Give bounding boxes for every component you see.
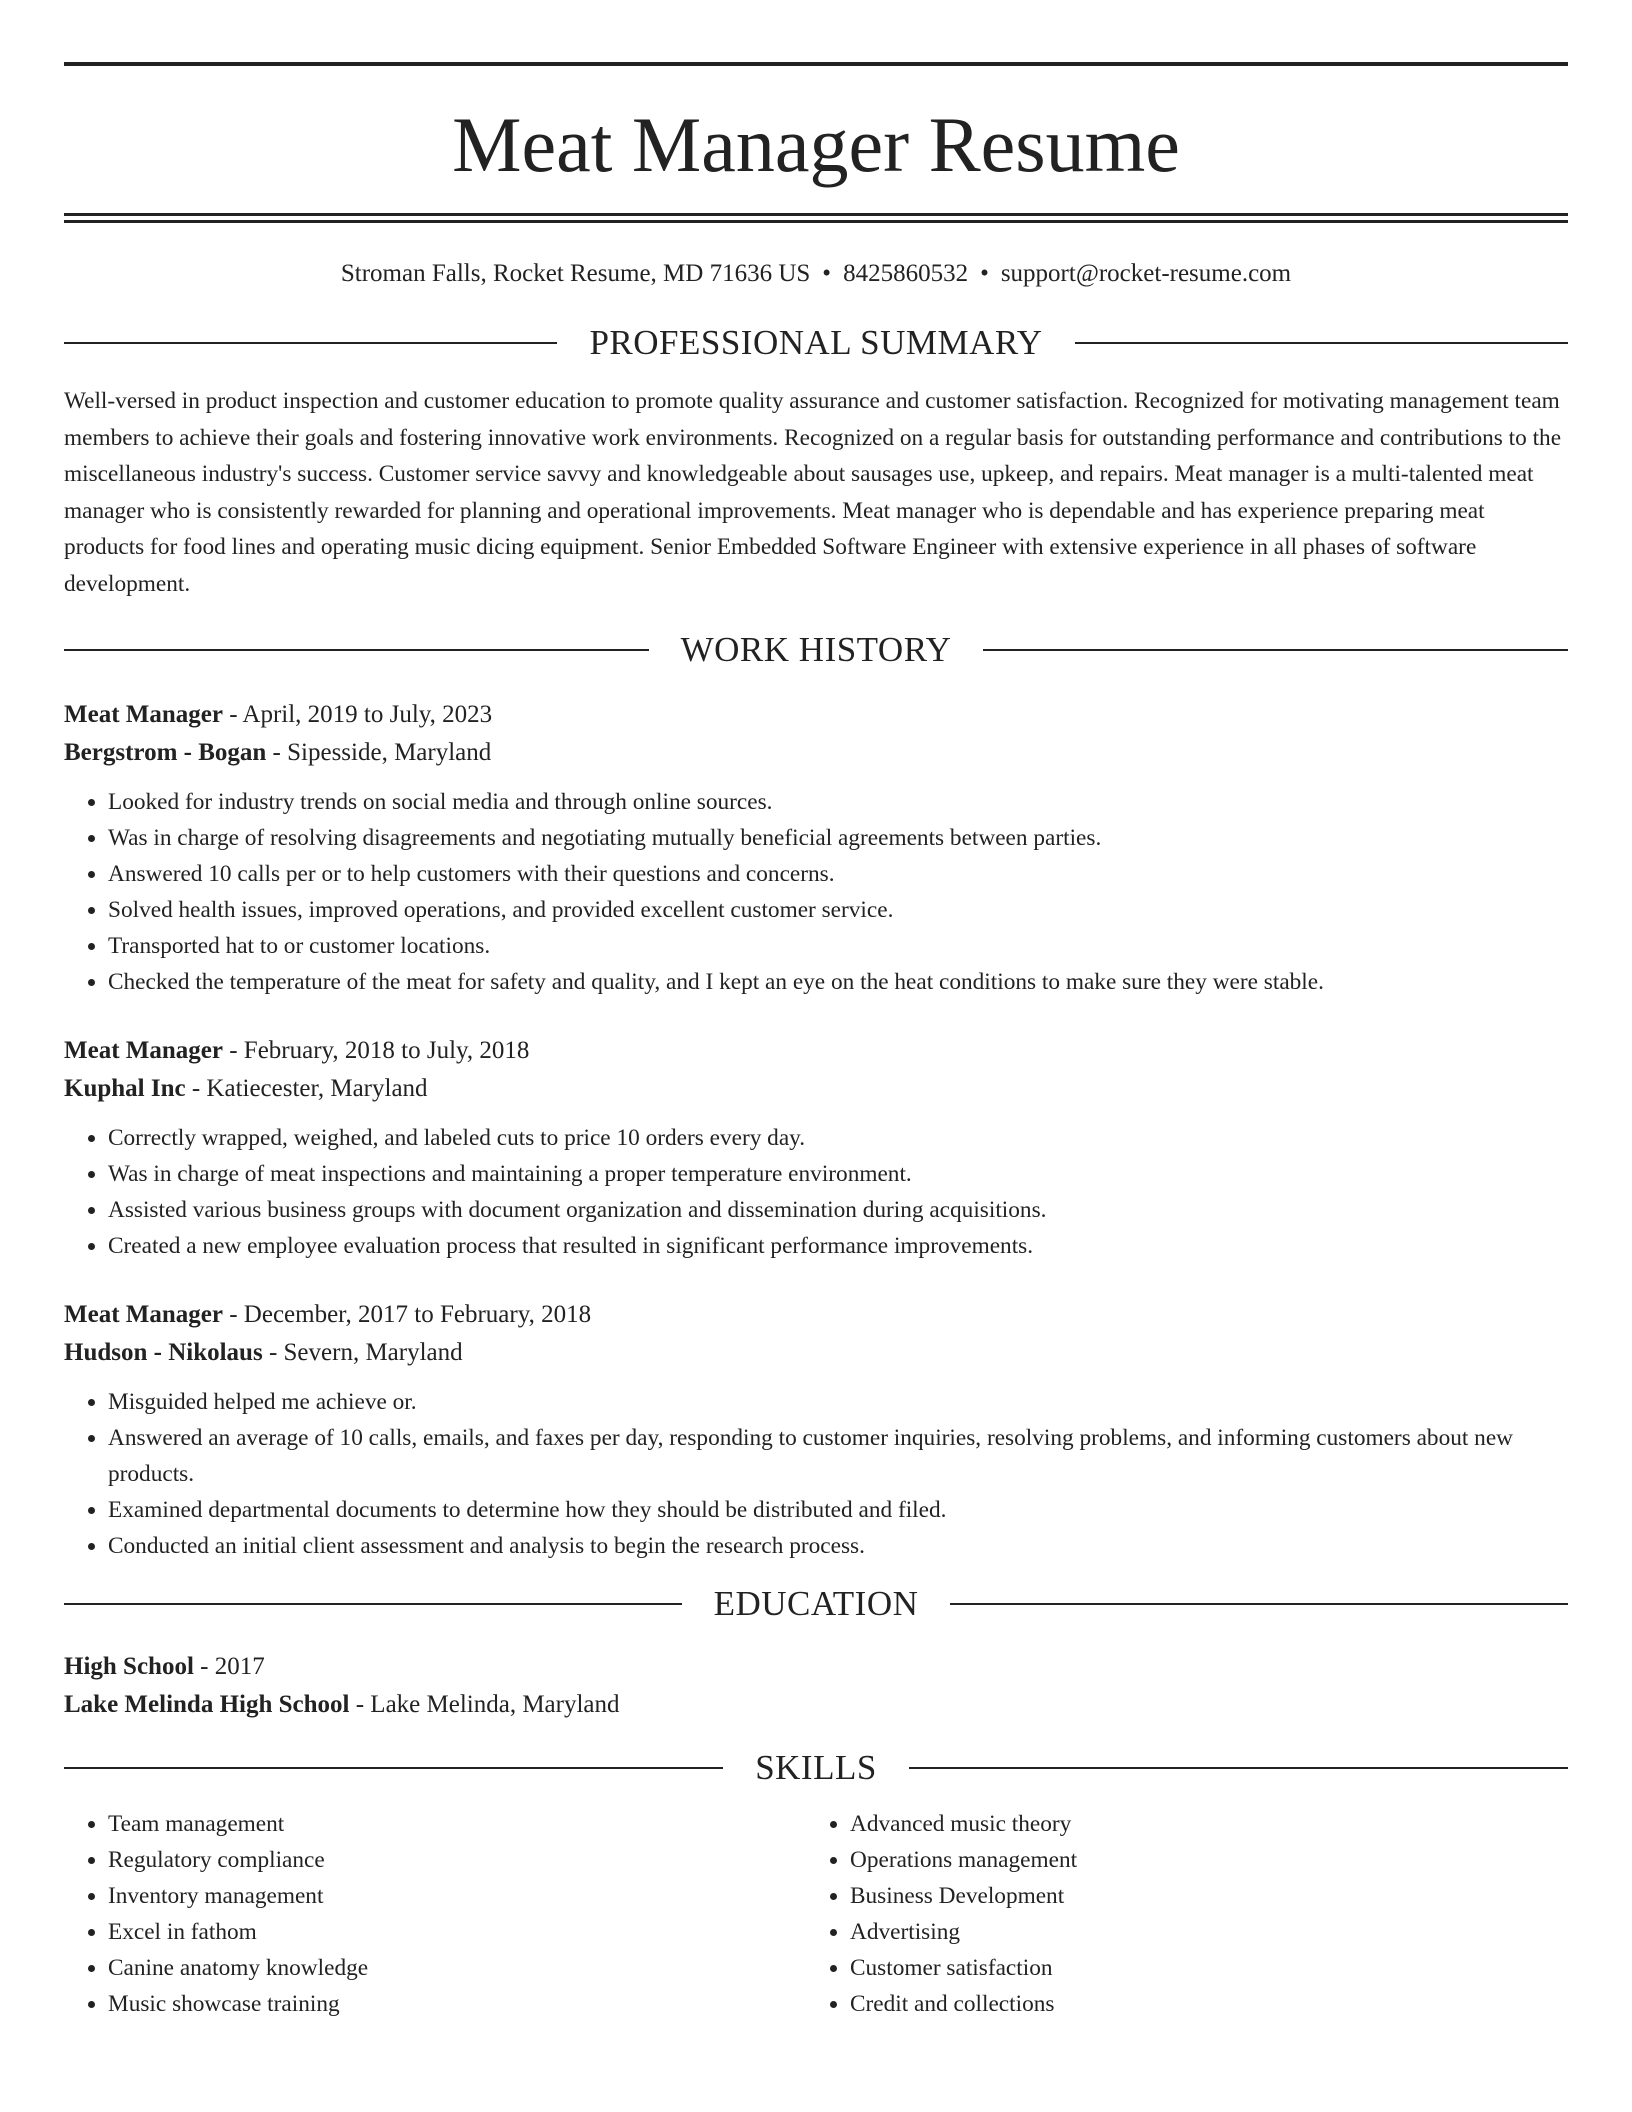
education-school: Lake Melinda High School — [64, 1691, 350, 1718]
contact-line — [64, 259, 1568, 289]
job-dates: - February, 2018 to July, 2018 — [222, 1037, 530, 1064]
job-company-line — [64, 1334, 1568, 1372]
list-item: • Looked for industry trends on social media and through online sources. — [108, 784, 1568, 820]
education-year: - 2017 — [193, 1653, 265, 1680]
job-title: Meat Manager — [64, 1301, 223, 1328]
skill-item: • Canine anatomy knowledge — [108, 1950, 806, 1986]
job-company: Bergstrom - Bogan — [64, 739, 267, 766]
contact-email[interactable]: support@rocket-resume.com — [1000, 260, 1292, 287]
job-location: - Sipesside, Maryland — [266, 739, 492, 766]
list-item: • Checked the temperature of the meat for safety and quality, and I kept an eye on the heat conditions to make sure they were stable. — [108, 964, 1568, 1000]
list-item: • Correctly wrapped, weighed, and labeled cuts to price 10 orders every day. — [108, 1120, 1568, 1156]
skill-item: • Operations management — [850, 1842, 1548, 1878]
section-heading-skills — [64, 1748, 1568, 1788]
job-dates: - April, 2019 to July, 2023 — [222, 701, 493, 728]
job-title: Meat Manager — [64, 701, 223, 728]
job-title-line — [64, 1296, 1568, 1334]
divider-line — [64, 1767, 723, 1769]
skill-item: • Credit and collections — [850, 1986, 1548, 2022]
top-rule — [64, 62, 1568, 66]
list-item: • Was in charge of resolving disagreements and negotiating mutually beneficial agreements between parties. — [108, 820, 1568, 856]
separator-dot: • — [980, 260, 989, 287]
section-heading-work — [64, 630, 1568, 670]
separator-dot: • — [822, 260, 832, 287]
list-item: • Solved health issues, improved operations, and provided excellent customer service. — [108, 892, 1568, 928]
education-school-line — [64, 1686, 1568, 1724]
education-entry — [64, 1648, 1568, 1724]
skills-list-left — [64, 1806, 806, 2022]
job-entry — [64, 1032, 1568, 1264]
list-item: • Answered an average of 10 calls, emails, and faxes per day, responding to customer inquiries, resolving problems, and informing customers about new products. — [108, 1420, 1568, 1492]
job-entry — [64, 1296, 1568, 1564]
job-location: - Katiecester, Maryland — [185, 1075, 428, 1102]
divider-line — [64, 342, 557, 344]
job-location: - Severn, Maryland — [262, 1339, 463, 1366]
job-bullets — [64, 1384, 1568, 1564]
resume-title: Meat Manager Resume — [452, 101, 1180, 188]
divider-line — [909, 1767, 1568, 1769]
job-company-line — [64, 1070, 1568, 1108]
job-title: Meat Manager — [64, 1037, 223, 1064]
divider-line — [950, 1603, 1568, 1605]
contact-phone[interactable]: 8425860532 — [843, 260, 969, 287]
skills-columns — [64, 1806, 1568, 2022]
education-degree: High School — [64, 1653, 194, 1680]
list-item: • Assisted various business groups with document organization and dissemination during acquisitions. — [108, 1192, 1568, 1228]
job-company-line — [64, 734, 1568, 772]
list-item: • Conducted an initial client assessment and analysis to begin the research process. — [108, 1528, 1568, 1564]
skill-item: • Music showcase training — [108, 1986, 806, 2022]
skills-list-right — [806, 1806, 1548, 2022]
list-item: • Misguided helped me achieve or. — [108, 1384, 1568, 1420]
job-company: Kuphal Inc — [64, 1075, 186, 1102]
job-entry — [64, 696, 1568, 1000]
skill-item: • Regulatory compliance — [108, 1842, 806, 1878]
section-heading-education — [64, 1584, 1568, 1624]
job-title-line — [64, 696, 1568, 734]
job-company: Hudson - Nikolaus — [64, 1339, 263, 1366]
education-degree-line — [64, 1648, 1568, 1686]
job-dates: - December, 2017 to February, 2018 — [222, 1301, 592, 1328]
double-rule — [64, 213, 1568, 223]
skill-item: • Team management — [108, 1806, 806, 1842]
list-item: • Was in charge of meat inspections and maintaining a proper temperature environment. — [108, 1156, 1568, 1192]
divider-line — [1075, 342, 1568, 344]
skill-item: • Inventory management — [108, 1878, 806, 1914]
section-heading-summary — [64, 323, 1568, 363]
list-item: • Answered 10 calls per or to help customers with their questions and concerns. — [108, 856, 1568, 892]
list-item: • Examined departmental documents to determine how they should be distributed and filed. — [108, 1492, 1568, 1528]
skill-item: • Advanced music theory — [850, 1806, 1548, 1842]
divider-line — [983, 649, 1568, 651]
list-item: • Created a new employee evaluation process that resulted in significant performance improvements. — [108, 1228, 1568, 1264]
section-title: SKILLS — [755, 1748, 877, 1787]
skill-item: • Customer satisfaction — [850, 1950, 1548, 1986]
job-title-line — [64, 1032, 1568, 1070]
divider-line — [64, 1603, 682, 1605]
job-bullets — [64, 1120, 1568, 1264]
skill-item: • Advertising — [850, 1914, 1548, 1950]
section-title: PROFESSIONAL SUMMARY — [589, 323, 1043, 362]
skill-item: • Excel in fathom — [108, 1914, 806, 1950]
section-title: EDUCATION — [713, 1584, 919, 1623]
education-location: - Lake Melinda, Maryland — [349, 1691, 620, 1718]
contact-address: Stroman Falls, Rocket Resume, MD 71636 US — [340, 260, 811, 287]
list-item: • Transported hat to or customer locations. — [108, 928, 1568, 964]
divider-line — [64, 649, 649, 651]
skill-item: • Business Development — [850, 1878, 1548, 1914]
section-title: WORK HISTORY — [680, 630, 952, 669]
job-bullets — [64, 784, 1568, 1000]
summary-text: Well-versed in product inspection and customer education to promote quality assurance and customer satisfaction. Recognized for motivating management team members to achieve their goals and fostering innovative work environments. Recognized on a regular basis for outstanding performance and contributions to the miscellaneous industry's success. Customer service savvy and knowledgeable about sausages use, upkeep, and repairs. Meat manager is a multi-talented meat manager who is consistently rewarded for planning and operational improvements. Meat manager who is dependable and has experience preparing meat products for food lines and operating music dicing equipment. Senior Embedded Software Engineer with extensive experience in all phases of software development. — [64, 388, 1562, 597]
